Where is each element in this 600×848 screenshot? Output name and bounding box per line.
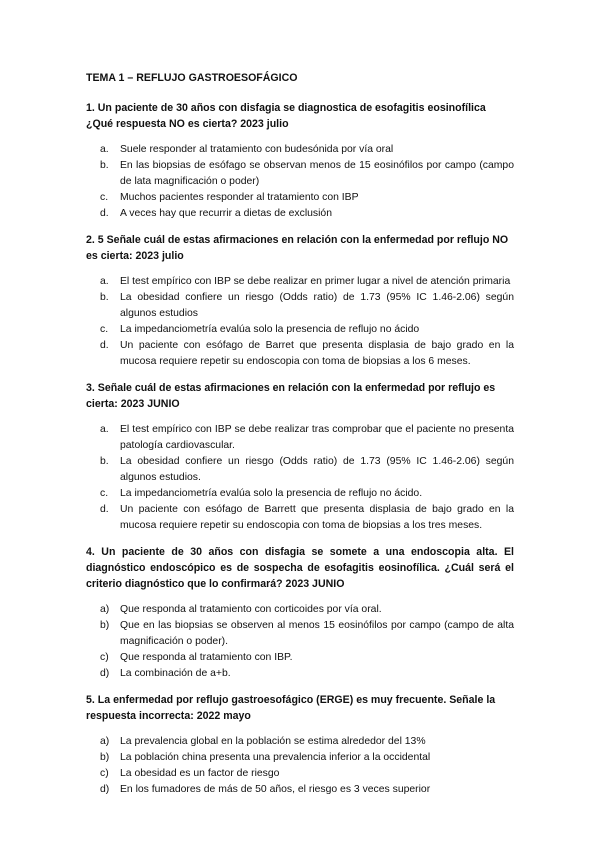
option-letter: a.	[100, 276, 109, 287]
option-list	[86, 274, 514, 370]
option-letter: c.	[100, 192, 109, 203]
option-letter: d.	[100, 504, 109, 515]
option-item	[86, 782, 514, 798]
option-text: En las biopsias de esófago se observan menos de 15 eosinófilos por campo (campo de lata magnificación o poder)	[120, 160, 514, 187]
question-4	[86, 544, 514, 682]
option-text: La población china presenta una prevalencia inferior a la occidental	[120, 752, 431, 763]
option-item	[86, 650, 514, 666]
option-text: La impedanciometría evalúa solo la presencia de reflujo no ácido.	[120, 488, 423, 499]
option-letter: b.	[100, 292, 109, 303]
option-letter: b)	[100, 620, 110, 631]
page-title: TEMA 1 – REFLUJO GASTROESOFÁGICO	[86, 72, 298, 84]
question-2	[86, 232, 514, 370]
option-text: El test empírico con IBP se debe realizar tras comprobar que el paciente no presenta patología cardiovascular.	[120, 424, 514, 451]
option-letter: b.	[100, 456, 109, 467]
question-text: 5. La enfermedad por reflujo gastroesofágico (ERGE) es muy frecuente. Señale la respuesta incorrecta: 2022 mayo	[86, 694, 496, 722]
option-letter: c.	[100, 488, 109, 499]
option-letter: a.	[100, 424, 109, 435]
question-text: 2. 5 Señale cuál de estas afirmaciones en relación con la enfermedad por reflujo NO es cierta: 2023 julio	[86, 234, 509, 262]
option-letter: d)	[100, 784, 110, 795]
option-text: La obesidad confiere un riesgo (Odds ratio) de 1.73 (95% IC 1.46-2.06) según algunos estudios	[120, 292, 514, 319]
option-text: En los fumadores de más de 50 años, el riesgo es 3 veces superior	[120, 784, 431, 795]
option-list	[86, 422, 514, 534]
option-text: Suele responder al tratamiento con budesónida por vía oral	[120, 144, 394, 155]
option-list	[86, 602, 514, 682]
option-letter: b.	[100, 160, 109, 171]
document-page	[86, 70, 514, 808]
option-item	[86, 750, 514, 766]
option-text: La obesidad confiere un riesgo (Odds ratio) de 1.73 (95% IC 1.46-2.06) según algunos estudios.	[120, 456, 514, 483]
option-text: El test empírico con IBP se debe realizar en primer lugar a nivel de atención primaria	[120, 276, 511, 287]
option-letter: c)	[100, 768, 109, 779]
option-letter: a)	[100, 736, 110, 747]
option-text: Muchos pacientes responder al tratamiento con IBP	[120, 192, 359, 203]
option-item	[86, 274, 514, 290]
question-text: 4. Un paciente de 30 años con disfagia se somete a una endoscopia alta. El diagnóstico endoscópico es de sospecha de esofagitis eosinofílica. ¿Cuál será el criterio diagnóstico que lo confirmará? 2023 JUNIO	[86, 546, 514, 590]
option-item	[86, 206, 514, 222]
question-3	[86, 380, 514, 534]
option-letter: c.	[100, 324, 109, 335]
question-1	[86, 100, 514, 222]
option-letter: d)	[100, 668, 110, 679]
option-letter: a.	[100, 144, 109, 155]
option-item	[86, 766, 514, 782]
option-text: Que responda al tratamiento con corticoides por vía oral.	[120, 604, 382, 615]
option-letter: b)	[100, 752, 110, 763]
option-letter: d.	[100, 208, 109, 219]
option-item	[86, 322, 514, 338]
option-letter: c)	[100, 652, 109, 663]
option-text: La impedanciometría evalúa solo la presencia de reflujo no ácido	[120, 324, 420, 335]
option-item	[86, 734, 514, 750]
option-item	[86, 486, 514, 502]
option-item	[86, 158, 514, 190]
option-text: La combinación de a+b.	[120, 668, 231, 679]
option-item	[86, 502, 514, 534]
option-list	[86, 734, 514, 798]
option-text: Que responda al tratamiento con IBP.	[120, 652, 293, 663]
option-item	[86, 338, 514, 370]
question-text: 3. Señale cuál de estas afirmaciones en relación con la enfermedad por reflujo es cierta: 2023 JUNIO	[86, 382, 496, 410]
question-text: 1. Un paciente de 30 años con disfagia se diagnostica de esofagitis eosinofílica ¿Qué respuesta NO es cierta? 2023 julio	[86, 102, 486, 130]
option-item	[86, 454, 514, 486]
option-text: Un paciente con esófago de Barrett que presenta displasia de bajo grado en la mucosa requiere repetir su endoscopia con toma de biopsias a los tres meses.	[120, 504, 514, 531]
option-text: Un paciente con esófago de Barret que presenta displasia de bajo grado en la mucosa requiere repetir su endoscopia con toma de biopsias a los 6 meses.	[120, 340, 514, 367]
option-text: La obesidad es un factor de riesgo	[120, 768, 280, 779]
question-5	[86, 692, 514, 798]
option-text: La prevalencia global en la población se estima alrededor del 13%	[120, 736, 426, 747]
option-item	[86, 290, 514, 322]
option-list	[86, 142, 514, 222]
option-item	[86, 618, 514, 650]
option-item	[86, 142, 514, 158]
option-letter: d.	[100, 340, 109, 351]
option-item	[86, 666, 514, 682]
option-text: A veces hay que recurrir a dietas de exclusión	[120, 208, 332, 219]
option-item	[86, 422, 514, 454]
option-item	[86, 602, 514, 618]
option-text: Que en las biopsias se observen al menos 15 eosinófilos por campo (campo de alta magnificación o poder).	[120, 620, 514, 647]
option-letter: a)	[100, 604, 110, 615]
option-item	[86, 190, 514, 206]
